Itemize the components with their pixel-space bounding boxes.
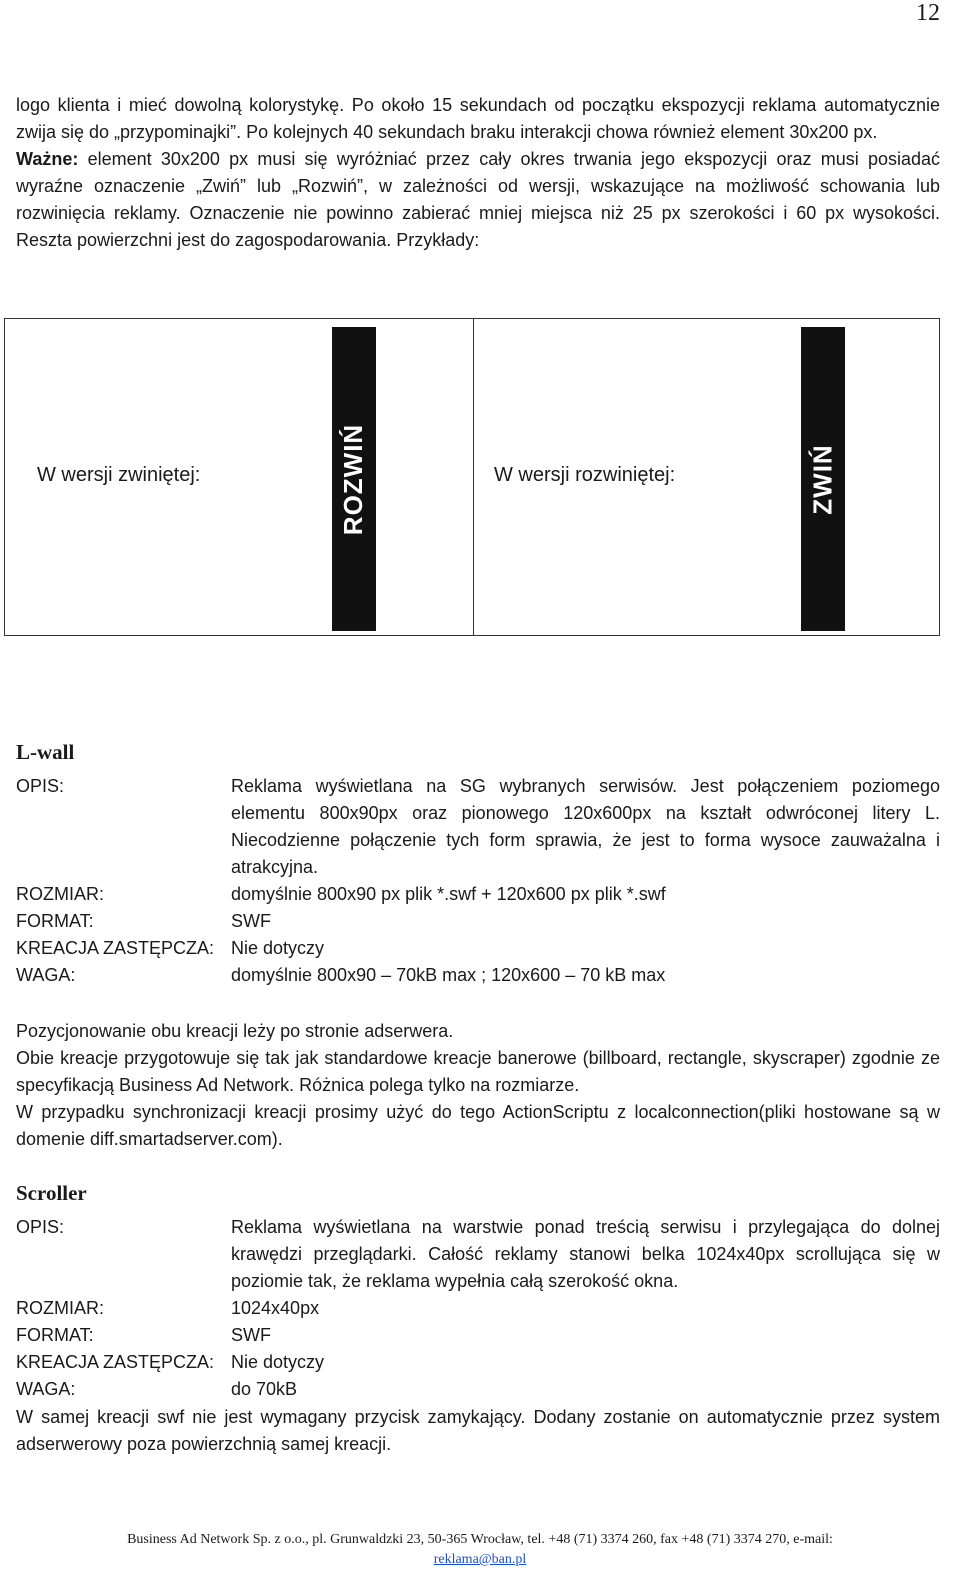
spec-key: KREACJA ZASTĘPCZA: xyxy=(16,1352,215,1372)
spec-row xyxy=(16,881,940,908)
lwall-title: L-wall xyxy=(16,740,75,764)
footer-email-link[interactable]: reklama@ban.pl xyxy=(433,1552,527,1567)
page-number: 12 xyxy=(916,0,940,26)
spec-row xyxy=(16,1295,940,1322)
expand-bar-sample xyxy=(332,327,376,631)
important-label: Ważne: xyxy=(16,149,79,169)
spec-value: Reklama wyświetlana na SG wybranych serwisów. Jest połączeniem poziomego elementu 800x90px oraz pionowego 120x600px na kształt odwróconej litery L. Niecodzienne połączenie tych form sprawia, że jest to forma wysoce zauważalna i atrakcyjna. xyxy=(231,776,940,877)
spec-key: WAGA: xyxy=(16,965,76,985)
spec-value: SWF xyxy=(231,911,271,931)
spec-value: 1024x40px xyxy=(231,1298,320,1318)
spec-row xyxy=(16,935,940,962)
spec-key: KREACJA ZASTĘPCZA: xyxy=(16,938,215,958)
scroller-title: Scroller xyxy=(16,1181,87,1205)
spec-key: FORMAT: xyxy=(16,911,94,931)
collapse-bar-text: ZWIŃ xyxy=(807,443,838,515)
examples-table xyxy=(4,318,940,636)
spec-value: Reklama wyświetlana na warstwie ponad treścią serwisu i przylegająca do dolnej krawędzi przeglądarki. Całość reklamy stanowi belka 1024x40px scrollująca się w poziomie tak, że reklama wypełnia całą szerokość okna. xyxy=(231,1217,940,1291)
spec-row xyxy=(16,1376,940,1403)
spec-row xyxy=(16,908,940,935)
expanded-example xyxy=(474,319,939,635)
spec-value: domyślnie 800x90 px plik *.swf + 120x600 px plik *.swf xyxy=(231,884,666,904)
spec-value: do 70kB xyxy=(231,1379,298,1399)
spec-row xyxy=(16,773,940,881)
collapse-bar-sample xyxy=(801,327,845,631)
spec-key: ROZMIAR: xyxy=(16,884,104,904)
spec-value: Nie dotyczy xyxy=(231,938,325,958)
spec-key: ROZMIAR: xyxy=(16,1298,104,1318)
spec-row xyxy=(16,1322,940,1349)
spec-value: Nie dotyczy xyxy=(231,1352,325,1372)
spec-row xyxy=(16,962,940,989)
footer xyxy=(0,1530,960,1570)
spec-key: FORMAT: xyxy=(16,1325,94,1345)
spec-key: WAGA: xyxy=(16,1379,76,1399)
lwall-spec xyxy=(16,773,940,989)
scroller-note: W samej kreacji swf nie jest wymagany przycisk zamykający. Dodany zostanie on automatycznie przez system adserwerowy poza powierzchnią samej kreacji. xyxy=(16,1407,940,1454)
footer-address: Business Ad Network Sp. z o.o., pl. Grunwaldzki 23, 50-365 Wrocław, tel. +48 (71) 3374 260, fax +48 (71) 3374 270, e-mail: xyxy=(127,1532,833,1547)
spec-row xyxy=(16,1349,940,1376)
important-text: element 30x200 px musi się wyróżniać przez cały okres trwania jego ekspozycji oraz musi posiadać wyraźne oznaczenie „Zwiń” lub „Rozwiń”, w zależności od wersji, wskazujące na możliwość schowania lub rozwinięcia reklamy. Oznaczenie nie powinno zabierać mniej miejsca niż 25 px szerokości i 60 px wysokości. Reszta powierzchni jest do zagospodarowania. Przykłady: xyxy=(16,149,940,250)
scroller-spec xyxy=(16,1214,940,1403)
intro-paragraph xyxy=(16,92,940,254)
spec-key: OPIS: xyxy=(16,1217,65,1237)
spec-value: SWF xyxy=(231,1325,271,1345)
collapsed-example xyxy=(5,319,474,635)
spec-row xyxy=(16,1214,940,1295)
spec-key: OPIS: xyxy=(16,776,65,796)
lwall-note: Pozycjonowanie obu kreacji leży po stronie adserwera. Obie kreacje przygotowuje się tak jak standardowe kreacje banerowe (billboard, rectangle, skyscraper) zgodnie ze specyfikacją Business Ad Network. Różnica polega tylko na rozmiarze. W przypadku synchronizacji kreacji prosimy użyć do tego ActionScriptu z localconnection(pliki hostowane są w domenie diff.smartadserver.com). xyxy=(16,1021,940,1149)
intro-text: logo klienta i mieć dowolną kolorystykę. Po około 15 sekundach od początku ekspozycji reklama automatycznie zwija się do „przypominajki”. Po kolejnych 40 sekundach braku interakcji chowa również element 30x200 px. xyxy=(16,95,940,142)
spec-value: domyślnie 800x90 – 70kB max ; 120x600 – 70 kB max xyxy=(231,965,666,985)
collapsed-label: W wersji zwiniętej: xyxy=(37,464,201,486)
expand-bar-text: ROZWIŃ xyxy=(338,423,369,535)
expanded-label: W wersji rozwiniętej: xyxy=(494,464,676,486)
